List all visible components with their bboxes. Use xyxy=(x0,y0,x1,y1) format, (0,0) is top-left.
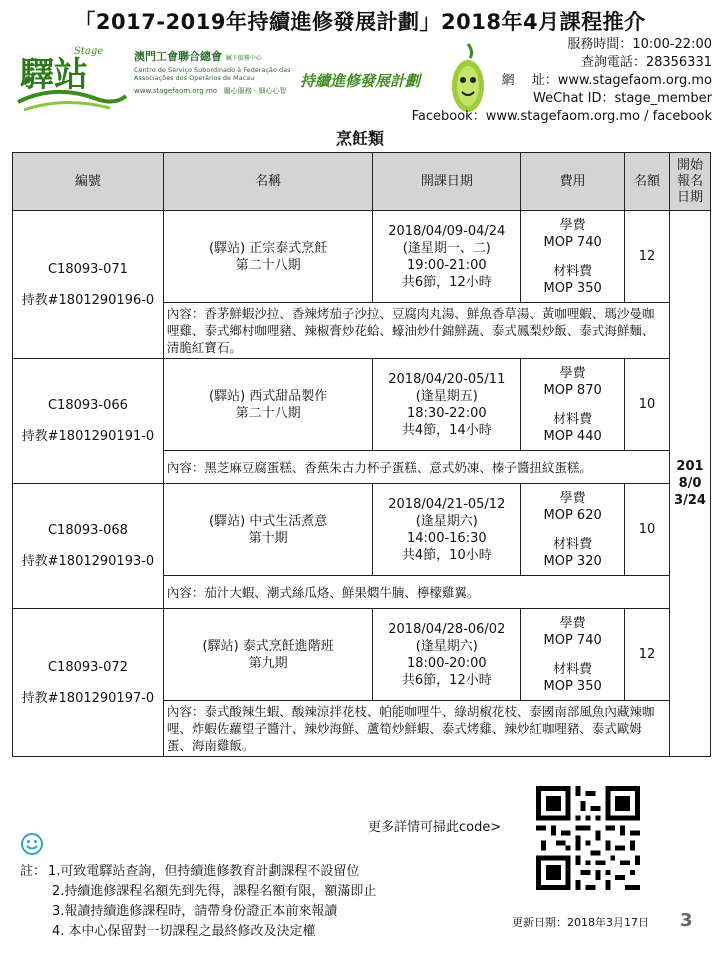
course-term: 第二十八期 xyxy=(235,257,301,273)
course-code: C18093-071 xyxy=(47,261,128,277)
smiley-icon xyxy=(20,832,44,856)
time-range: 18:30-22:00 xyxy=(407,405,487,421)
sessions: 共4節，10小時 xyxy=(401,547,492,563)
header-fee: 費用 xyxy=(521,153,625,211)
course-code-cell xyxy=(13,359,164,484)
material-fee: MOP 350 xyxy=(543,678,602,694)
course-name: (驛站) 泰式烹飪進階班 xyxy=(202,638,334,654)
contact-info xyxy=(412,36,712,126)
course-name-cell xyxy=(163,609,373,701)
material-fee: MOP 350 xyxy=(543,280,602,296)
update-date: 更新日期：2018年3月17日 xyxy=(512,916,649,929)
course-name: (驛站) 西式甜品製作 xyxy=(209,388,328,404)
course-name-cell xyxy=(163,359,373,451)
time-range: 18:00-20:00 xyxy=(407,655,487,671)
date-range: 2018/04/28-06/02 xyxy=(388,621,506,637)
header-deadline: 開始報名日期 xyxy=(669,153,710,211)
course-fee-cell xyxy=(521,484,625,576)
stage-logo xyxy=(14,40,129,118)
course-date-cell xyxy=(373,484,521,576)
header-code: 編號 xyxy=(13,153,164,211)
material-label: 材料費 xyxy=(553,536,593,552)
program-name: 持續進修發展計劃 xyxy=(300,72,421,90)
course-content: 內容：黑芝麻豆腐蛋糕、香蕉朱古力杯子蛋糕、意式奶凍、榛子醬扭紋蛋糕。 xyxy=(163,451,669,484)
page-title: 「2017-2019年持續進修發展計劃」2018年4月課程推介 xyxy=(74,10,646,34)
course-date-cell xyxy=(373,609,521,701)
note-item: 1.可致電驛站查詢，但持續進修教育計劃課程不設留位 xyxy=(48,864,360,879)
phone-number: 查詢電話：28356331 xyxy=(580,55,712,70)
sessions: 共6節，12小時 xyxy=(401,274,492,290)
weekday: (逢星期六) xyxy=(415,513,478,529)
material-label: 材料費 xyxy=(553,661,593,677)
course-name-cell xyxy=(163,484,373,576)
course-date-cell xyxy=(373,359,521,451)
material-fee: MOP 320 xyxy=(543,553,602,569)
tuition-fee: MOP 870 xyxy=(543,382,602,398)
course-code-cell xyxy=(13,609,164,757)
fee-label: 學費 xyxy=(559,615,586,631)
course-code-cell xyxy=(13,484,164,609)
org-slogan: 關心服務 · 細心心智 xyxy=(223,87,287,95)
table-row xyxy=(13,484,711,576)
weekday: (逢星期五) xyxy=(415,388,478,404)
weekday: (逢星期一、二) xyxy=(402,240,491,256)
course-code: C18093-068 xyxy=(47,523,128,538)
org-info xyxy=(134,48,294,96)
notes xyxy=(20,862,376,942)
logo-subtext: Stage xyxy=(74,46,104,57)
course-code: C18093-066 xyxy=(47,398,128,413)
course-name-cell xyxy=(163,211,373,303)
table-row xyxy=(13,609,711,701)
website[interactable]: 網 址：www.stagefaom.org.mo xyxy=(501,73,712,88)
table-row xyxy=(13,211,711,303)
fee-label: 學費 xyxy=(559,217,586,233)
course-term: 第九期 xyxy=(248,655,288,671)
fee-label: 學費 xyxy=(559,490,586,506)
material-fee: MOP 440 xyxy=(543,428,602,444)
course-date-cell xyxy=(373,211,521,303)
qr-code-icon[interactable] xyxy=(536,786,640,890)
course-table xyxy=(12,152,711,757)
date-range: 2018/04/20-05/11 xyxy=(388,371,506,387)
tuition-fee: MOP 620 xyxy=(543,507,602,523)
course-code-2: 持教#1801290191-0 xyxy=(21,429,155,444)
header-name: 名稱 xyxy=(163,153,373,211)
org-unit: 屬下服務中心 xyxy=(225,55,262,62)
course-fee-cell xyxy=(521,609,625,701)
course-term: 第十期 xyxy=(248,530,288,546)
tuition-fee: MOP 740 xyxy=(543,632,602,648)
weekday: (逢星期六) xyxy=(415,638,478,654)
course-code-2: 持教#1801290193-0 xyxy=(21,554,155,569)
table-header-row xyxy=(13,153,711,211)
deadline-date: 2018/03/24 xyxy=(674,459,706,508)
section-title: 烹飪類 xyxy=(335,129,384,148)
note-item: 2.持續進修課程名額先到先得，課程名額有限，額滿即止 xyxy=(52,884,377,899)
page-number: 3 xyxy=(680,910,693,931)
org-name-pt-line1: Centro de Serviço Subordinado à Federação das xyxy=(134,66,291,74)
course-code-cell xyxy=(13,211,164,359)
note-item: 3.報讀持續進修課程時，請帶身份證正本前來報讀 xyxy=(52,904,338,919)
course-content: 內容：香茅鮮蝦沙拉、香辣烤茄子沙拉、豆腐肉丸湯、鮮魚香草湯、黃咖哩蝦、瑪沙曼咖哩雞、泰式鄉村咖哩豬、辣椒膏炒花蛤、蠔油炒什錦鮮蔬、泰式鳳梨炒飯、泰式海鮮麵、清脆紅寶石。 xyxy=(163,303,669,359)
facebook-link[interactable]: Facebook：www.stagefaom.org.mo / facebook xyxy=(411,109,712,124)
logo-text: 驛站 xyxy=(20,55,88,95)
header-quota: 名額 xyxy=(625,153,670,211)
course-fee-cell xyxy=(521,359,625,451)
material-label: 材料費 xyxy=(553,411,593,427)
course-code-2: 持教#1801290196-0 xyxy=(21,292,155,308)
course-name: (驛站) 正宗泰式烹飪 xyxy=(209,240,328,256)
qr-caption: 更多詳情可掃此code> xyxy=(368,820,502,835)
material-label: 材料費 xyxy=(553,263,593,279)
course-code-2: 持教#1801290197-0 xyxy=(21,690,155,706)
header-date: 開課日期 xyxy=(373,153,521,211)
time-range: 14:00-16:30 xyxy=(407,530,487,546)
course-quota: 12 xyxy=(625,609,670,701)
time-range: 19:00-21:00 xyxy=(407,257,487,273)
course-name: (驛站) 中式生活煮意 xyxy=(209,513,328,529)
course-fee-cell xyxy=(521,211,625,303)
org-name: 澳門工會聯合總會 xyxy=(134,50,222,63)
course-code: C18093-072 xyxy=(47,659,128,675)
service-hours: 服務時間：10:00-22:00 xyxy=(567,37,712,52)
sessions: 共4節，14小時 xyxy=(401,422,492,438)
fee-label: 學費 xyxy=(559,365,586,381)
table-row xyxy=(13,359,711,451)
date-range: 2018/04/09-04/24 xyxy=(388,223,506,239)
course-content: 內容：茄汁大蝦、潮式絲瓜烙、鮮果燜牛腩、檸檬雞翼。 xyxy=(163,576,669,609)
course-quota: 10 xyxy=(625,484,670,576)
registration-start-date xyxy=(669,211,710,757)
org-name-pt-line2: Associações dos Operários de Macau xyxy=(134,74,255,82)
date-range: 2018/04/21-05/12 xyxy=(388,496,506,512)
note-item: 4. 本中心保留對一切課程之最終修改及決定權 xyxy=(52,924,316,939)
course-term: 第二十八期 xyxy=(235,405,301,421)
course-quota: 10 xyxy=(625,359,670,451)
course-quota: 12 xyxy=(625,211,670,303)
wechat-id: WeChat ID：stage_member xyxy=(533,91,712,106)
course-content: 內容：泰式酸辣生蝦、酸辣涼拌花枝、帕能咖哩牛、綠胡椒花枝、泰國南部風魚內藏辣咖哩、炸蝦佐蘿望子醬汁、辣炒海鮮、蘆筍炒鮮蝦、泰式烤雞、辣炒紅咖哩豬、泰式歐姆蛋、海南雞飯。 xyxy=(163,701,669,757)
notes-label: 註： xyxy=(20,864,47,879)
tuition-fee: MOP 740 xyxy=(543,234,602,250)
org-web: www.stagefaom.org.mo xyxy=(134,87,218,95)
sessions: 共6節，12小時 xyxy=(401,672,492,688)
